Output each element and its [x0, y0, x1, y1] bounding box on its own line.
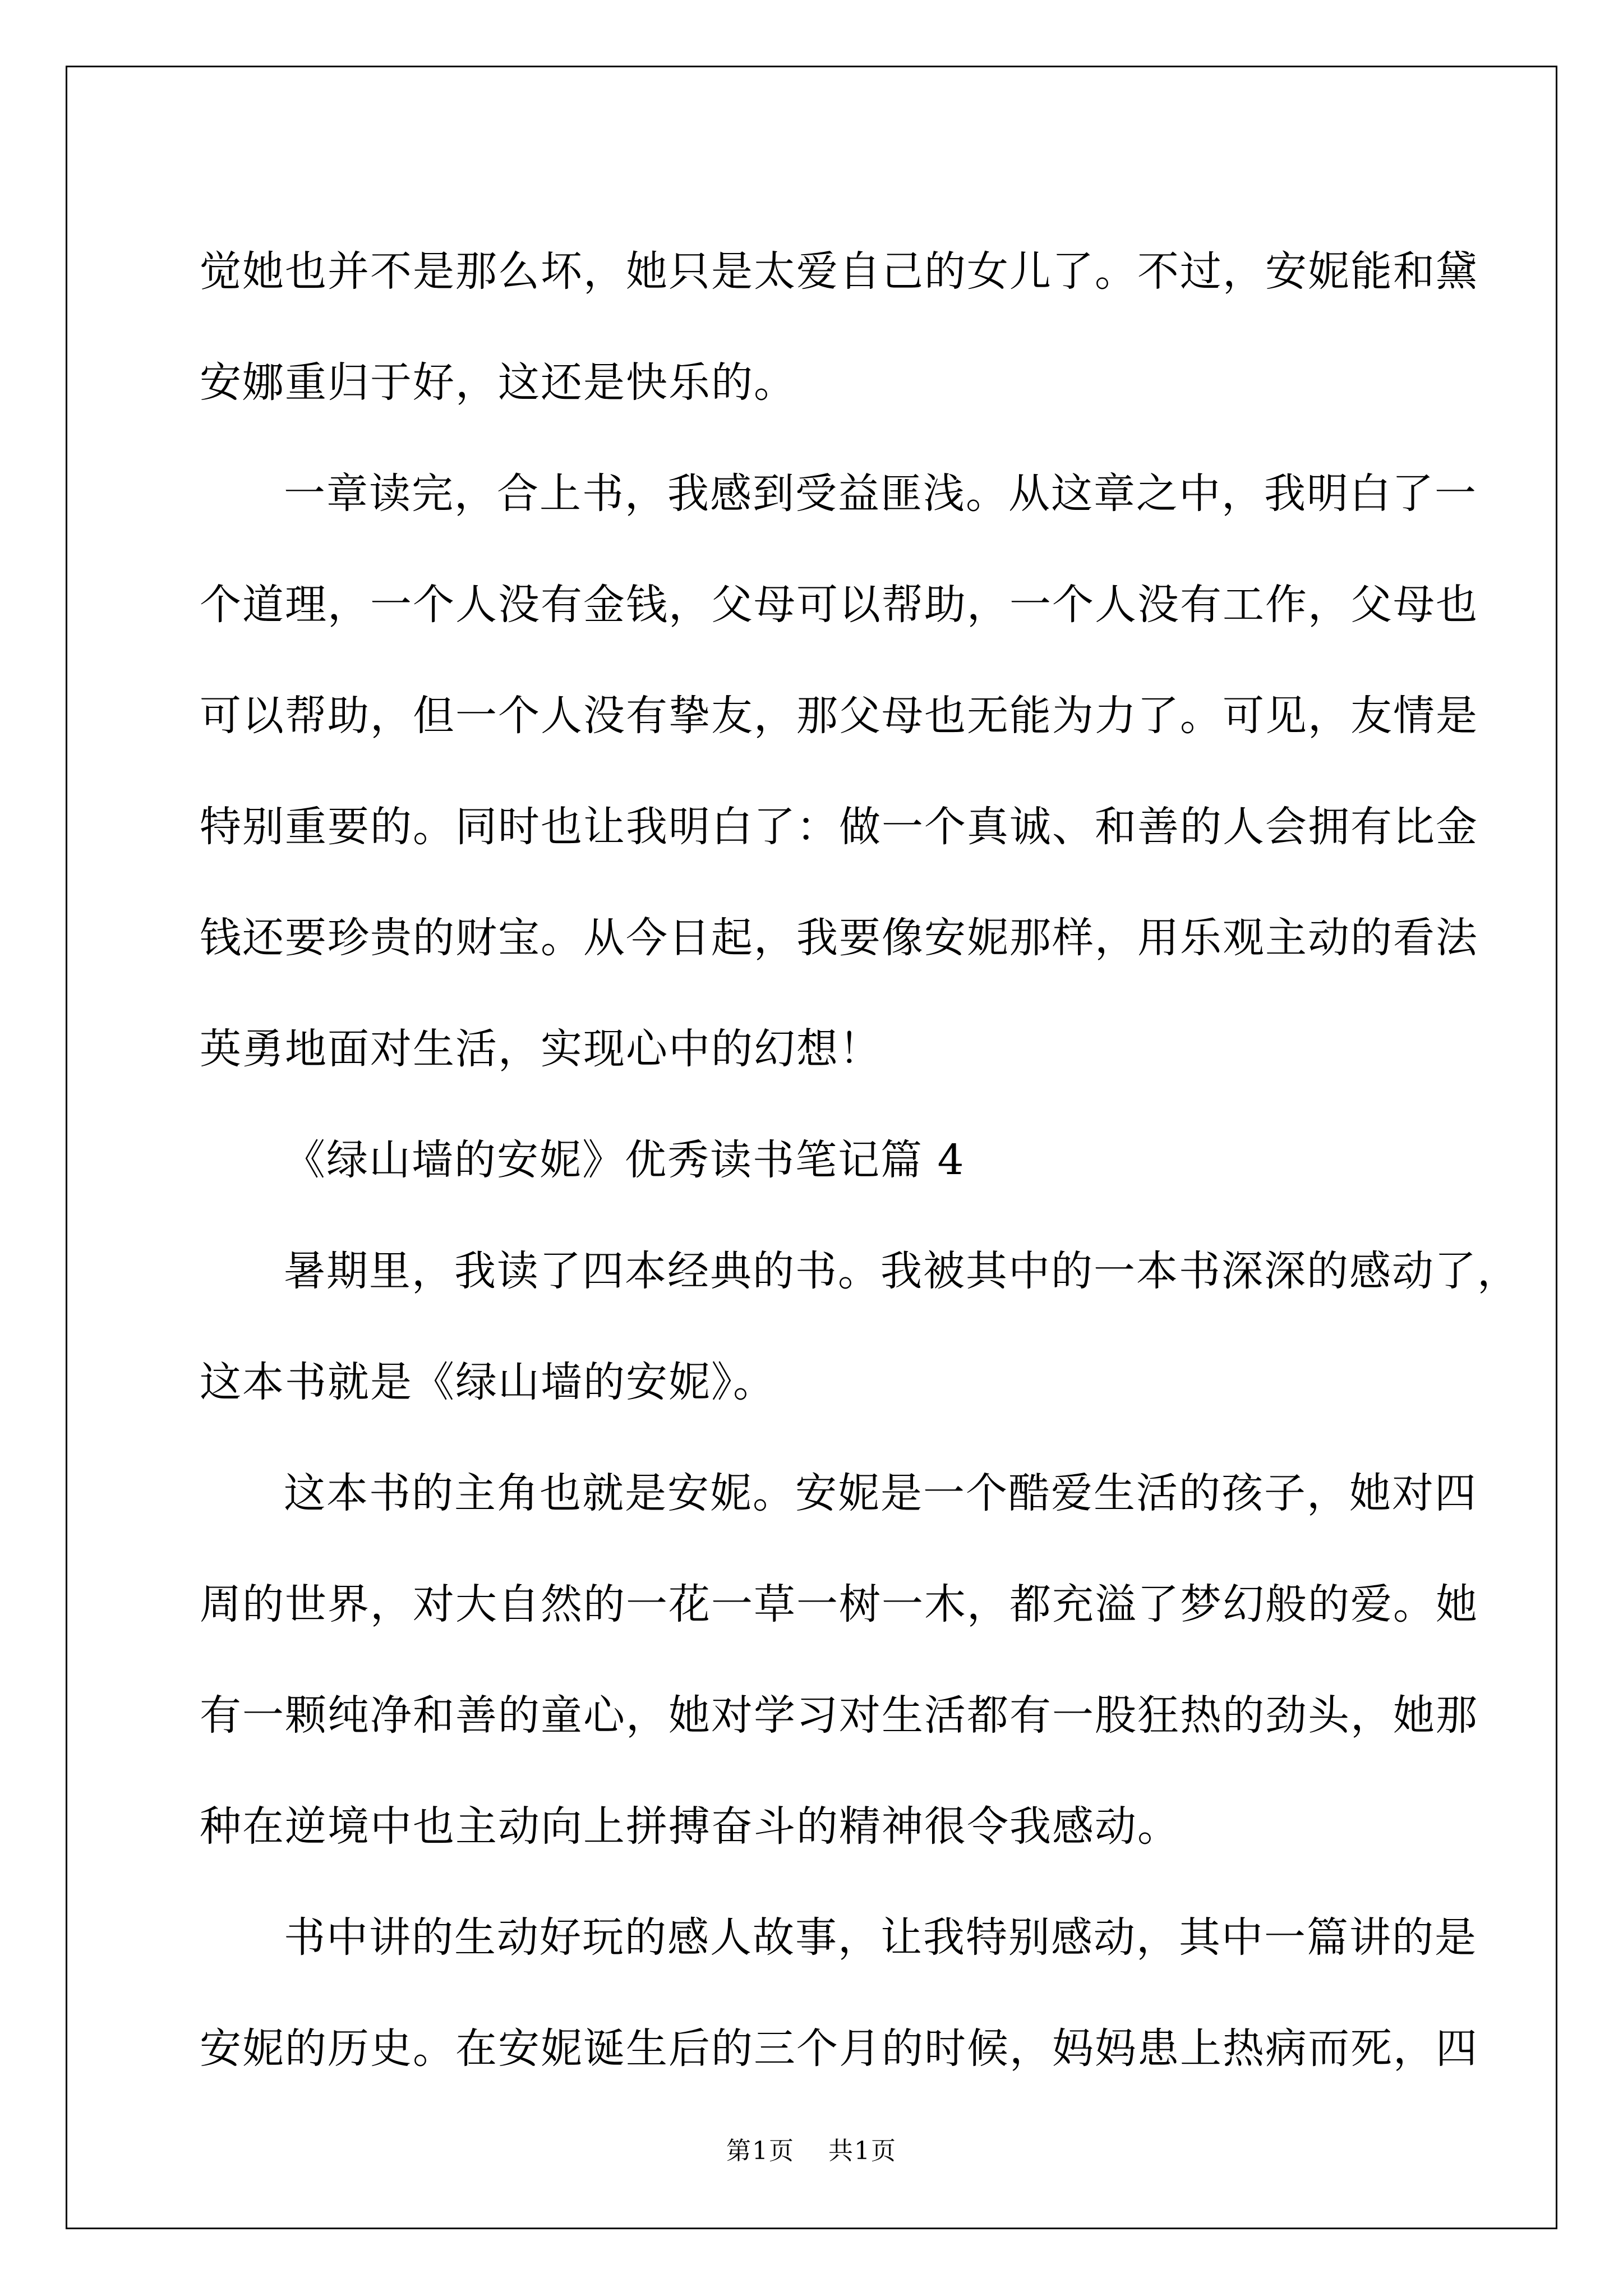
text-line-17: 安妮的历史。在安妮诞生后的三个月的时候，妈妈患上热病而死，四	[200, 2024, 1478, 2073]
text-line-10: 暑期里，我读了四本经典的书。我被其中的一本书深深的感动了，	[284, 1247, 1520, 1295]
text-line-11: 这本书就是《绿山墙的安妮》。	[200, 1358, 776, 1406]
text-line-2: 安娜重归于好，这还是快乐的。	[200, 358, 796, 407]
text-line-14: 有一颗纯净和善的童心，她对学习对生活都有一股狂热的劲头，她那	[200, 1691, 1478, 1740]
text-line-4: 个道理，一个人没有金钱，父母可以帮助，一个人没有工作，父母也	[200, 581, 1478, 629]
section-heading: 《绿山墙的安妮》优秀读书笔记篇 4	[284, 1136, 965, 1184]
text-line-5: 可以帮助，但一个人没有挚友，那父母也无能为力了。可见，友情是	[200, 692, 1478, 740]
text-line-3: 一章读完，合上书，我感到受益匪浅。从这章之中，我明白了一	[284, 470, 1477, 518]
text-line-16: 书中讲的生动好玩的感人故事，让我特别感动，其中一篇讲的是	[284, 1913, 1477, 1962]
text-line-13: 周的世界，对大自然的一花一草一树一木，都充溢了梦幻般的爱。她	[200, 1580, 1478, 1628]
document-body	[200, 216, 1520, 2104]
text-line-7: 钱还要珍贵的财宝。从今日起，我要像安妮那样，用乐观主动的看法	[200, 914, 1478, 962]
text-line-6: 特别重要的。同时也让我明白了：做一个真诚、和善的人会拥有比金	[200, 803, 1478, 851]
text-line-1: 觉她也并不是那么坏，她只是太爱自己的女儿了。不过，安妮能和黛	[200, 247, 1478, 296]
page-total: 共1页	[828, 2137, 897, 2165]
text-line-12: 这本书的主角也就是安妮。安妮是一个酷爱生活的孩子，她对四	[284, 1469, 1477, 1517]
text-line-15: 种在逆境中也主动向上拼搏奋斗的精神很令我感动。	[200, 1802, 1180, 1851]
text-line-8: 英勇地面对生活，实现心中的幻想！	[200, 1025, 882, 1073]
page-number: 第1页	[726, 2137, 795, 2165]
page-footer	[0, 2131, 1623, 2166]
